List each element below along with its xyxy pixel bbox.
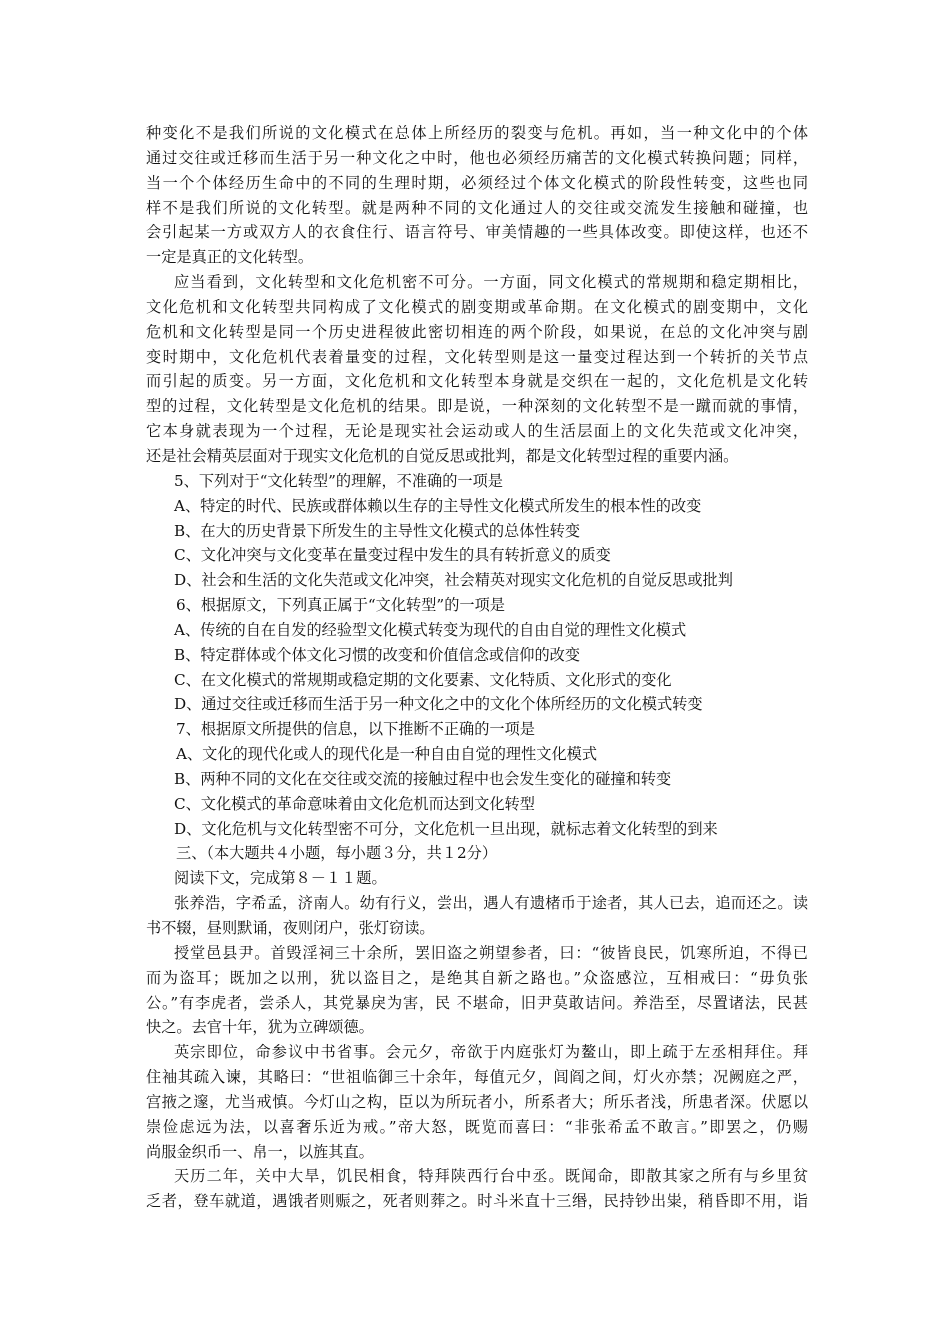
question-6-option-d: D、通过交往或迁移而生活于另一种文化之中的文化个体所经历的文化模式转变 bbox=[174, 695, 703, 714]
text-line: 一定是真正的文化转型。 bbox=[146, 248, 314, 267]
text-line: 变时期中，文化危机代表着量变的过程，文化转型则是这一量变过程达到一个转折的关节点 bbox=[146, 347, 808, 366]
text-line: 英宗即位，命参议中书省事。会元夕，帝欲于内庭张灯为鳌山，即上疏于左丞相拜住。拜 bbox=[174, 1043, 808, 1062]
text-line: 而引起的质变。另一方面，文化危机和文化转型本身就是交织在一起的，文化危机是文化转 bbox=[146, 372, 808, 391]
text-line: 危机和文化转型是同一个历史进程彼此密切相连的两个阶段，如果说，在总的文化冲突与剧 bbox=[146, 322, 808, 341]
question-6-stem: 6、根据原文，下列真正属于“文化转型”的一项是 bbox=[176, 596, 505, 615]
text-line: 它本身就表现为一个过程，无论是现实社会运动或人的生活层面上的文化失范或文化冲突， bbox=[146, 422, 808, 441]
question-6-option-c: C、在文化模式的常规期或稳定期的文化要素、文化特质、文化形式的变化 bbox=[174, 670, 672, 689]
question-5-option-c: C、文化冲突与文化变革在量变过程中发生的具有转折意义的质变 bbox=[174, 546, 611, 565]
text-line: 通过交往或迁移而生活于另一种文化之中时，他也必须经历痛苦的文化模式转换问题；同样， bbox=[146, 148, 808, 167]
text-line: 天历二年，关中大旱，饥民相食，特拜陕西行台中丞。既闻命，即散其家之所有与乡里贫 bbox=[174, 1167, 808, 1186]
question-5-stem: 5、下列对于“文化转型”的理解，不准确的一项是 bbox=[174, 471, 503, 490]
question-7-stem: 7、根据原文所提供的信息，以下推断不正确的一项是 bbox=[176, 720, 535, 739]
section-instruction: 阅读下文，完成第８－１１题。 bbox=[174, 869, 387, 888]
question-6-option-a: A、传统的自在自发的经验型文化模式转变为现代的自由自觉的理性文化模式 bbox=[174, 620, 687, 639]
text-line: 张养浩，字希孟，济南人。幼有行义，尝出，遇人有遗楮币于途者，其人已去，追而还之。读 bbox=[174, 894, 808, 913]
section-heading: 三、（本大题共４小题，每小题３分，共１2分） bbox=[176, 844, 498, 863]
text-line: 尚服金织币一、帛一，以旌其直。 bbox=[146, 1142, 374, 1161]
text-line: 住袖其疏入谏，其略曰：“世祖临御三十余年，每值元夕，闾阎之间，灯火亦禁；况阙庭之严， bbox=[146, 1068, 808, 1087]
question-6-option-b: B、特定群体或个体文化习惯的改变和价值信念或信仰的改变 bbox=[174, 645, 581, 664]
question-7-option-c: C、文化模式的革命意味着由文化危机而达到文化转型 bbox=[174, 794, 535, 813]
text-line: 乏者，登车就道，遇饿者则赈之，死者则葬之。时斗米直十三缗，民持钞出粜，稍昏即不用，诣 bbox=[146, 1192, 808, 1211]
question-5-option-d: D、社会和生活的文化失范或文化冲突，社会精英对现实文化危机的自觉反思或批判 bbox=[174, 571, 733, 590]
text-line: 快之。去官十年，犹为立碑颂德。 bbox=[146, 1018, 374, 1037]
text-line: 还是社会精英层面对于现实文化危机的自觉反思或批判，都是文化转型过程的重要内涵。 bbox=[146, 446, 739, 465]
question-7-option-b: B、两种不同的文化在交往或交流的接触过程中也会发生变化的碰撞和转变 bbox=[174, 769, 672, 788]
text-line: 文化危机和文化转型共同构成了文化模式的剧变期或革命期。在文化模式的剧变期中，文化 bbox=[146, 297, 808, 316]
question-7-option-a: A、文化的现代化或人的现代化是一种自由自觉的理性文化模式 bbox=[176, 745, 598, 764]
text-line: 型的过程，文化转型是文化危机的结果。即是说，一种深刻的文化转型不是一蹴而就的事情， bbox=[146, 397, 808, 416]
text-line: 会引起某一方或双方人的衣食住行、语言符号、审美情趣的一些具体改变。即使这样，也还不 bbox=[146, 223, 808, 242]
text-line: 应当看到，文化转型和文化危机密不可分。一方面，同文化模式的常规期和稳定期相比， bbox=[174, 273, 808, 292]
text-line: 授堂邑县尹。首毁淫祠三十余所，罢旧盗之朔望参者，曰：“彼皆良民，饥寒所迫，不得已 bbox=[174, 943, 808, 962]
question-5-option-b: B、在大的历史背景下所发生的主导性文化模式的总体性转变 bbox=[174, 521, 581, 540]
document-body bbox=[146, 121, 808, 1214]
text-line: 崇俭虑远为法，以喜奢乐近为戒。”帝大怒，既览而喜曰：“非张希孟不敢言。”即罢之，仍赐 bbox=[146, 1117, 808, 1136]
text-line: 公。”有李虎者，尝杀人，其党暴戾为害，民 不堪命，旧尹莫敢诘问。养浩至，尽置诸法，民甚 bbox=[146, 993, 808, 1012]
text-line: 样不是我们所说的文化转型。就是两种不同的文化通过人的交往或交流发生接触和碰撞，也 bbox=[146, 198, 808, 217]
text-line: 宫掖之邃，尤当戒慎。今灯山之构，臣以为所玩者小，所系者大；所乐者浅，所患者深。伏愿以 bbox=[146, 1092, 808, 1111]
text-line: 当一个个体经历生命中的不同的生理时期，必须经过个体文化模式的阶段性转变，这些也同 bbox=[146, 173, 808, 192]
text-line: 而为盗耳；既加之以刑，犹以盗目之，是绝其自新之路也。”众盗感泣，互相戒曰：“毋负张 bbox=[146, 968, 808, 987]
question-5-option-a: A、特定的时代、民族或群体赖以生存的主导性文化模式所发生的根本性的改变 bbox=[174, 496, 702, 515]
text-line: 种变化不是我们所说的文化模式在总体上所经历的裂变与危机。再如，当一种文化中的个体 bbox=[146, 124, 808, 142]
question-7-option-d: D、文化危机与文化转型密不可分，文化危机一旦出现，就标志着文化转型的到来 bbox=[174, 819, 718, 838]
text-line: 书不辍，昼则默诵，夜则闭户，张灯窃读。 bbox=[146, 919, 435, 937]
